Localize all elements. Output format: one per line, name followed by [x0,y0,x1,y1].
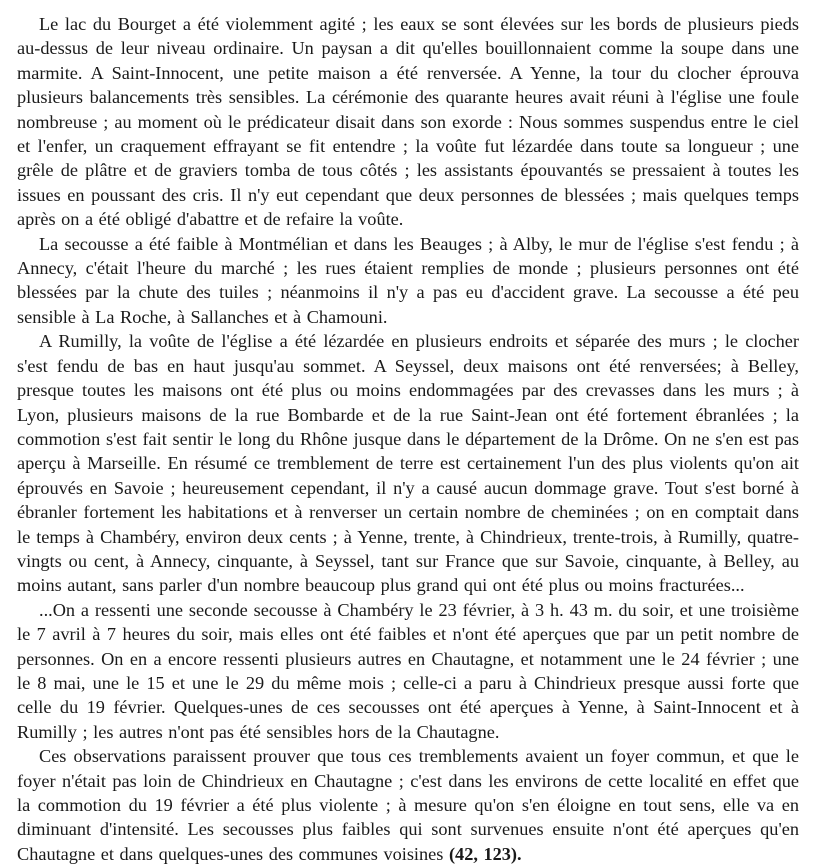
paragraph-observations [17,744,799,866]
paragraph-secousses-suivantes: ...On a ressenti une seconde secousse à Chambéry le 23 février, à 3 h. 43 m. du soir, et une troisième le 7 avril à 7 heures du soir, mais elles ont été faibles et n'ont été aperçues que par un petit nombre de personnes. On en a encore ressenti plusieurs autres en Chautagne, et notamment une le 24 février ; une le 8 mai, une le 15 et une le 29 du même mois ; celle-ci a paru à Chindrieux presque aussi forte que celle du 19 février. Quelques-unes de ces secousses ont été aperçues à Yenne, à Saint-Innocent et à Rumilly ; les autres n'ont pas été sensibles hors de la Chautagne. [17,599,799,742]
document-page [17,12,799,866]
paragraph-lac-du-bourget: Le lac du Bourget a été violemment agité ; les eaux se sont élevées sur les bords de plusieurs pieds au-dessus de leur niveau ordinaire. Un paysan a dit qu'elles bouillonnaient comme la soupe dans une marmite. A Saint-Innocent, une petite maison a été renversée. A Yenne, la tour du clocher éprouva plusieurs balancements très sensibles. La cérémonie des quarante heures avait réuni à l'église une foule nombreuse ; au moment où le prédicateur disait dans son exorde : Nous sommes suspendus entre le ciel et l'enfer, un craquement effrayant se fit entendre ; la voûte fut lézardée dans toute sa longueur ; une grêle de plâtre et de graviers tomba de tous côtés ; les assistants épouvantés se pressaient à toutes les issues en poussant des cris. Il n'y eut cependant que deux personnes de blessées ; mais quelques temps après on a été obligé d'abattre et de refaire la voûte. [17,14,799,230]
bibliographic-reference: (42, 123). [448,843,522,864]
paragraph-rumilly: A Rumilly, la voûte de l'église a été lézardée en plusieurs endroits et séparée des murs ; le clocher s'est fendu de bas en haut jusqu'au sommet. A Seyssel, deux maisons ont été renversées; à Belley, presque toutes les maisons ont été plus ou moins endommagées par des crevasses dans les murs ; à Lyon, plusieurs maisons de la rue Bombarde et de la rue Saint-Jean ont été fortement ébranlées ; la commotion s'est fait sentir le long du Rhône jusque dans le département de la Drôme. On ne s'en est pas aperçu à Marseille. En résumé ce tremblement de terre est certainement l'un des plus violents qu'on ait éprouvés en Savoie ; heureusement cependant, il n'y a causé aucun dommage grave. Tout s'est borné à ébranler fortement les habitations et à renverser un certain nombre de cheminées ; on en comptait dans le temps à Chambéry, environ deux cents ; à Yenne, trente, à Chindrieux, trente-trois, à Rumilly, quatre-vingts ou cent, à Annecy, cinquante, à Seyssel, tant sur France que sur Savoie, cinquante, à Belley, au moins autant, sans parler d'un nombre beaucoup plus grand qui ont été plus ou moins fracturées... [17,331,799,596]
paragraph-montmelian: La secousse a été faible à Montmélian et dans les Beauges ; à Alby, le mur de l'église s'est fendu ; à Annecy, c'était l'heure du marché ; les rues étaient remplies de monde ; plusieurs personnes ont été blessées par la chute des tuiles ; néanmoins il n'y a pas eu d'accident grave. La secousse a été peu sensible à La Roche, à Sallanches et à Chamouni. [17,233,799,327]
paragraph-observations-text: Ces observations paraissent prouver que tous ces tremblements avaient un foyer commun, et que le foyer n'était pas loin de Chindrieux en Chautagne ; c'est dans les environs de cette localité en effet que la commotion du 19 février a été plus violente ; à mesure qu'on s'en éloigne en tout sens, elle va en diminuant d'intensité. Les secousses plus faibles qui sont survenues ensuite n'ont été aperçues qu'en Chautagne et dans quelques-unes des communes voisines [17,746,799,864]
